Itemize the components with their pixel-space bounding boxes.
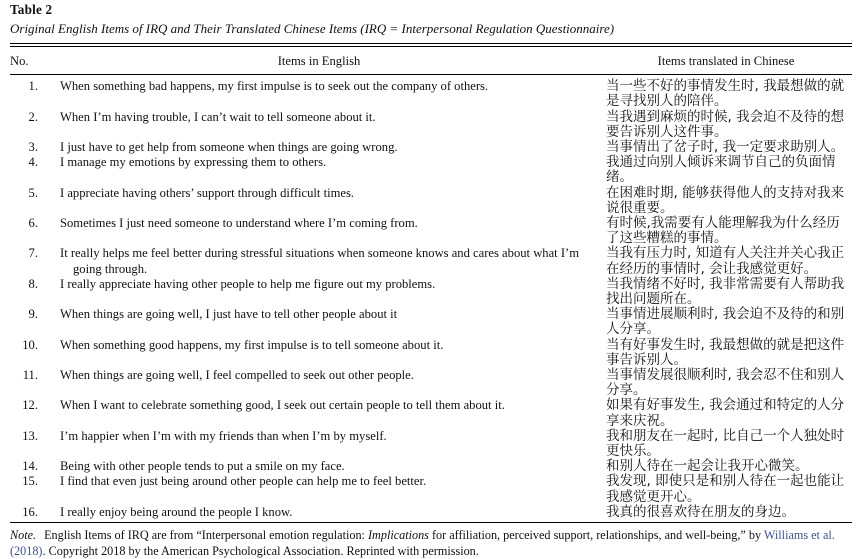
- item-chinese-text: 我和朋友在一起时, 比自己一个人独处时更快乐。: [606, 427, 845, 460]
- item-number: 11.: [22, 368, 38, 383]
- item-chinese-text: 我发现, 即使只是和别人待在一起也能让我感觉更开心。: [606, 473, 845, 505]
- item-number: 10.: [22, 337, 38, 352]
- item-english-text: When something bad happens, my first impulse is to seek out the company of others.: [60, 79, 489, 94]
- item-chinese-text: 当我有压力时, 知道有人关注并关心我正在经历的事情时, 会让我感觉更好。: [606, 245, 845, 277]
- item-number: 3.: [28, 140, 38, 154]
- table-row: [10, 429, 852, 459]
- item-english-text: When things are going well, I feel compelled to seek out other people.: [60, 368, 414, 383]
- item-number: 7.: [28, 246, 38, 261]
- item-chinese-text: 和别人待在一起会让我开心微笑。: [606, 458, 809, 475]
- table-row: [10, 277, 852, 307]
- note-label: Note.: [10, 528, 37, 543]
- table-row: [10, 186, 852, 216]
- column-header-items-chinese: Items translated in Chinese: [600, 47, 852, 75]
- table-row: [10, 155, 852, 185]
- item-number: 8.: [28, 276, 38, 291]
- item-number: 9.: [28, 307, 38, 322]
- item-english-text: I appreciate having others’ support through difficult times.: [60, 185, 355, 200]
- item-english-text: Sometimes I just need someone to understand where I’m coming from.: [60, 216, 418, 231]
- column-header-no: No.: [10, 47, 38, 75]
- item-chinese-text: 我真的很喜欢待在朋友的身边。: [606, 503, 795, 520]
- item-english-text: When something good happens, my first impulse is to tell someone about it.: [60, 337, 444, 352]
- note-text-part2: for affiliation, perceived support, relationships, and well-being,” by: [428, 528, 764, 543]
- item-number: 1.: [28, 79, 38, 94]
- item-english-text: When I want to celebrate something good, I seek out certain people to tell them about it.: [60, 398, 505, 413]
- table-bottom-rule: [10, 522, 852, 523]
- item-english-text: I really appreciate having other people to help me figure out my problems.: [60, 276, 436, 291]
- item-english-text: When things are going well, I just have to tell other people about it: [60, 307, 398, 322]
- column-header-items-english: Items in English: [38, 47, 600, 75]
- item-chinese-text: 如果有好事发生, 我会通过和特定的人分享来庆祝。: [606, 397, 845, 429]
- item-number: 15.: [22, 474, 38, 489]
- table-row: [10, 246, 852, 276]
- item-number: 5.: [28, 185, 38, 200]
- item-english-text: I really enjoy being around the people I know.: [60, 504, 293, 519]
- item-chinese-text: 当事情发展很顺利时, 我会忍不住和别人分享。: [606, 367, 845, 399]
- item-chinese-text: 我通过向别人倾诉来调节自己的负面情绪。: [606, 154, 836, 186]
- table-label: Table 2: [10, 2, 53, 17]
- item-chinese-text: 有时候,我需要有人能理解我为什么经历了这些糟糕的事情。: [606, 215, 840, 247]
- item-number: 4.: [28, 155, 38, 170]
- item-number: 13.: [22, 428, 38, 443]
- item-english-text: I find that even just being around other people can help me to feel better.: [60, 474, 427, 489]
- item-chinese-text: 当我遇到麻烦的时候, 我会迫不及待的想要告诉别人这件事。: [606, 108, 845, 140]
- table-caption: Original English Items of IRQ and Their Translated Chinese Items (IRQ = Interpersonal Regulation Questionnaire): [10, 21, 615, 36]
- item-chinese-text: 在困难时期, 能够获得他人的支持对我来说很重要。: [606, 184, 845, 216]
- item-chinese-text: 当我情绪不好时, 我非常需要有人帮助我找出问题所在。: [606, 275, 845, 308]
- item-chinese-text: 当事情进展顺利时, 我会迫不及待的和别人分享。: [606, 306, 845, 338]
- note-text-part3: . Copyright 2018 by the American Psychological Association. Reprinted with permission.: [42, 543, 479, 558]
- table-row: [10, 398, 852, 428]
- item-english-text: I manage my emotions by expressing them to others.: [60, 155, 327, 170]
- table-header-row: [10, 47, 852, 75]
- item-number: 2.: [28, 109, 38, 124]
- item-english-text: I’m happier when I’m with my friends than when I’m by myself.: [60, 428, 387, 443]
- table-row: [10, 140, 852, 155]
- table-row: [10, 368, 852, 398]
- item-number: 6.: [28, 216, 38, 231]
- note-text-part1: English Items of IRQ are from “Interpersonal emotion regulation:: [44, 528, 368, 543]
- table-row: [10, 505, 852, 520]
- table-row: [10, 338, 852, 368]
- item-number: 14.: [22, 459, 38, 474]
- irq-items-table: [10, 47, 852, 520]
- citation-link[interactable]: Williams et al. (2018): [10, 528, 835, 558]
- table-note: [10, 528, 852, 559]
- item-chinese-text: 当事情出了岔子时, 我一定要求助别人。: [606, 139, 845, 155]
- item-number: 12.: [22, 398, 38, 413]
- note-italic-word: Implications: [367, 528, 429, 543]
- table-row: [10, 110, 852, 140]
- item-chinese-text: 当一些不好的事情发生时, 我最想做的就是寻找别人的陪伴。: [606, 78, 845, 110]
- table-row: [10, 216, 852, 246]
- table-row: [10, 307, 852, 337]
- item-english-text: It really helps me feel better during stressful situations when someone knows and cares about what I’m going through.: [60, 246, 580, 276]
- item-chinese-text: 当有好事发生时, 我最想做的就是把这件事告诉别人。: [606, 336, 845, 368]
- item-english-text: I just have to get help from someone when things are going wrong.: [60, 140, 398, 154]
- table-row: [10, 474, 852, 504]
- table-row: [10, 75, 852, 110]
- table-body: [10, 75, 852, 520]
- item-number: 16.: [22, 504, 38, 519]
- item-english-text: When I’m having trouble, I can’t wait to tell someone about it.: [60, 109, 376, 124]
- item-english-text: Being with other people tends to put a smile on my face.: [60, 459, 345, 474]
